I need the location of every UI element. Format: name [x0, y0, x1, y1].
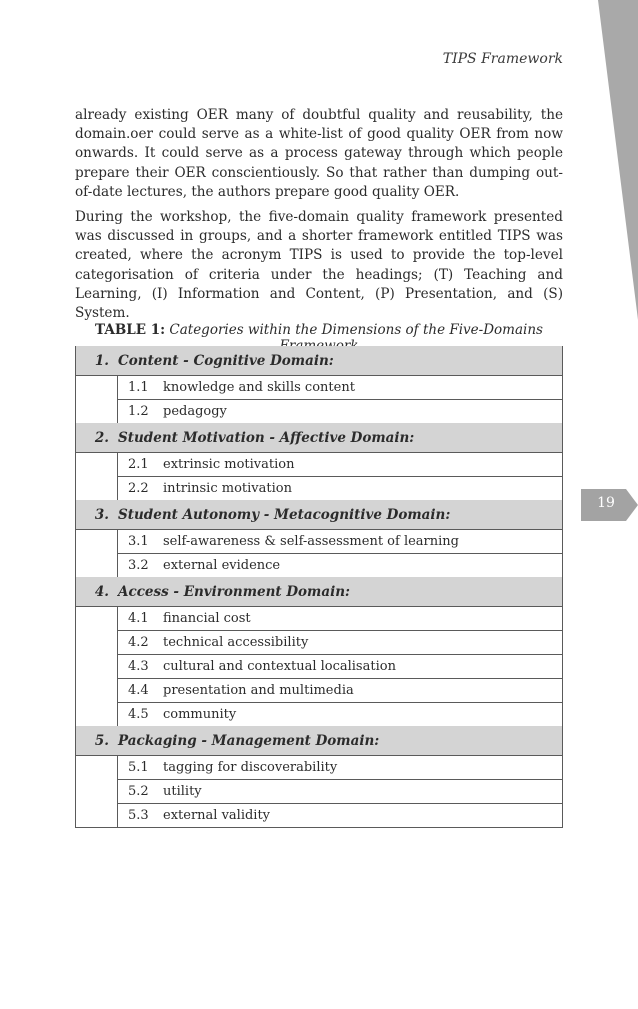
- section-title: Content - Cognitive Domain:: [118, 352, 334, 369]
- item-label: cultural and contextual localisation: [163, 659, 396, 674]
- item-number: 5.3: [128, 808, 149, 823]
- section-body: [76, 755, 562, 827]
- page-number: 19: [597, 495, 615, 511]
- table-row: [118, 678, 562, 702]
- item-number: 4.3: [128, 659, 149, 674]
- table-row: [118, 607, 562, 630]
- table-caption-label: TABLE 1:: [95, 322, 166, 338]
- item-number: 4.4: [128, 683, 149, 698]
- section-header: [76, 346, 562, 375]
- item-label: pedagogy: [163, 404, 227, 419]
- item-label: financial cost: [163, 611, 251, 626]
- categories-table: [75, 346, 563, 828]
- item-label: intrinsic motivation: [163, 481, 292, 496]
- table-row: [118, 654, 562, 678]
- section-number: 1.: [94, 352, 109, 369]
- item-label: community: [163, 707, 237, 722]
- section-body: [76, 606, 562, 726]
- item-number: 3.2: [128, 558, 149, 573]
- item-label: tagging for discoverability: [163, 760, 338, 775]
- item-number: 1.2: [128, 404, 149, 419]
- table-row: [118, 399, 562, 423]
- item-label: self-awareness & self-assessment of learning: [163, 534, 459, 549]
- item-label: presentation and multimedia: [163, 683, 354, 698]
- section-body: [76, 529, 562, 577]
- item-number: 2.2: [128, 481, 149, 496]
- table-row: [118, 553, 562, 577]
- table-row: [118, 702, 562, 726]
- section-body: [76, 452, 562, 500]
- item-number: 1.1: [128, 380, 149, 395]
- table-row: [118, 530, 562, 553]
- body-paragraph: During the workshop, the five-domain quality framework presented was discussed in groups, and a shorter framework entitled TIPS was created, where the acronym TIPS is used to provide the top-level categorisation of criteria under the headings; (T) Teaching and Learning, (I) Information and Content, (P) Presentation, and (S) System.: [75, 209, 563, 322]
- item-label: technical accessibility: [163, 635, 309, 650]
- item-label: extrinsic motivation: [163, 457, 295, 472]
- table-row: [118, 779, 562, 803]
- item-number: 4.2: [128, 635, 149, 650]
- section-number: 5.: [94, 732, 109, 749]
- section-title: Packaging - Management Domain:: [118, 732, 380, 749]
- item-number: 4.5: [128, 707, 149, 722]
- table-row: [118, 756, 562, 779]
- table-row: [118, 453, 562, 476]
- section-number: 2.: [94, 429, 109, 446]
- section-title: Student Autonomy - Metacognitive Domain:: [118, 506, 451, 523]
- item-label: knowledge and skills content: [163, 380, 355, 395]
- table-caption-text: Categories within the Dimensions of the Five-Domains: [169, 322, 543, 338]
- item-number: 4.1: [128, 611, 149, 626]
- item-number: 2.1: [128, 457, 149, 472]
- section-number: 3.: [94, 506, 109, 523]
- item-label: utility: [163, 784, 202, 799]
- item-label: external validity: [163, 808, 271, 823]
- table-row: [118, 803, 562, 827]
- running-header: TIPS Framework: [442, 51, 563, 67]
- table-row: [118, 630, 562, 654]
- section-number: 4.: [94, 583, 109, 600]
- table-row: [118, 376, 562, 399]
- body-paragraph: already existing OER many of doubtful quality and reusability, the domain.oer could serve as a white-list of good quality OER from now onwards. It could serve as a process gateway through which people prepare their OER conscientiously. So that rather than dumping out-of-date lectures, the authors prepare good quality OER.: [75, 107, 563, 200]
- section-header: [76, 423, 562, 452]
- section-header: [76, 726, 562, 755]
- section-header: [76, 500, 562, 529]
- section-title: Student Motivation - Affective Domain:: [118, 429, 415, 446]
- item-number: 3.1: [128, 534, 149, 549]
- section-title: Access - Environment Domain:: [118, 583, 351, 600]
- item-number: 5.2: [128, 784, 149, 799]
- item-label: external evidence: [163, 558, 281, 573]
- item-number: 5.1: [128, 760, 149, 775]
- section-body: [76, 375, 562, 423]
- table-row: [118, 476, 562, 500]
- section-header: [76, 577, 562, 606]
